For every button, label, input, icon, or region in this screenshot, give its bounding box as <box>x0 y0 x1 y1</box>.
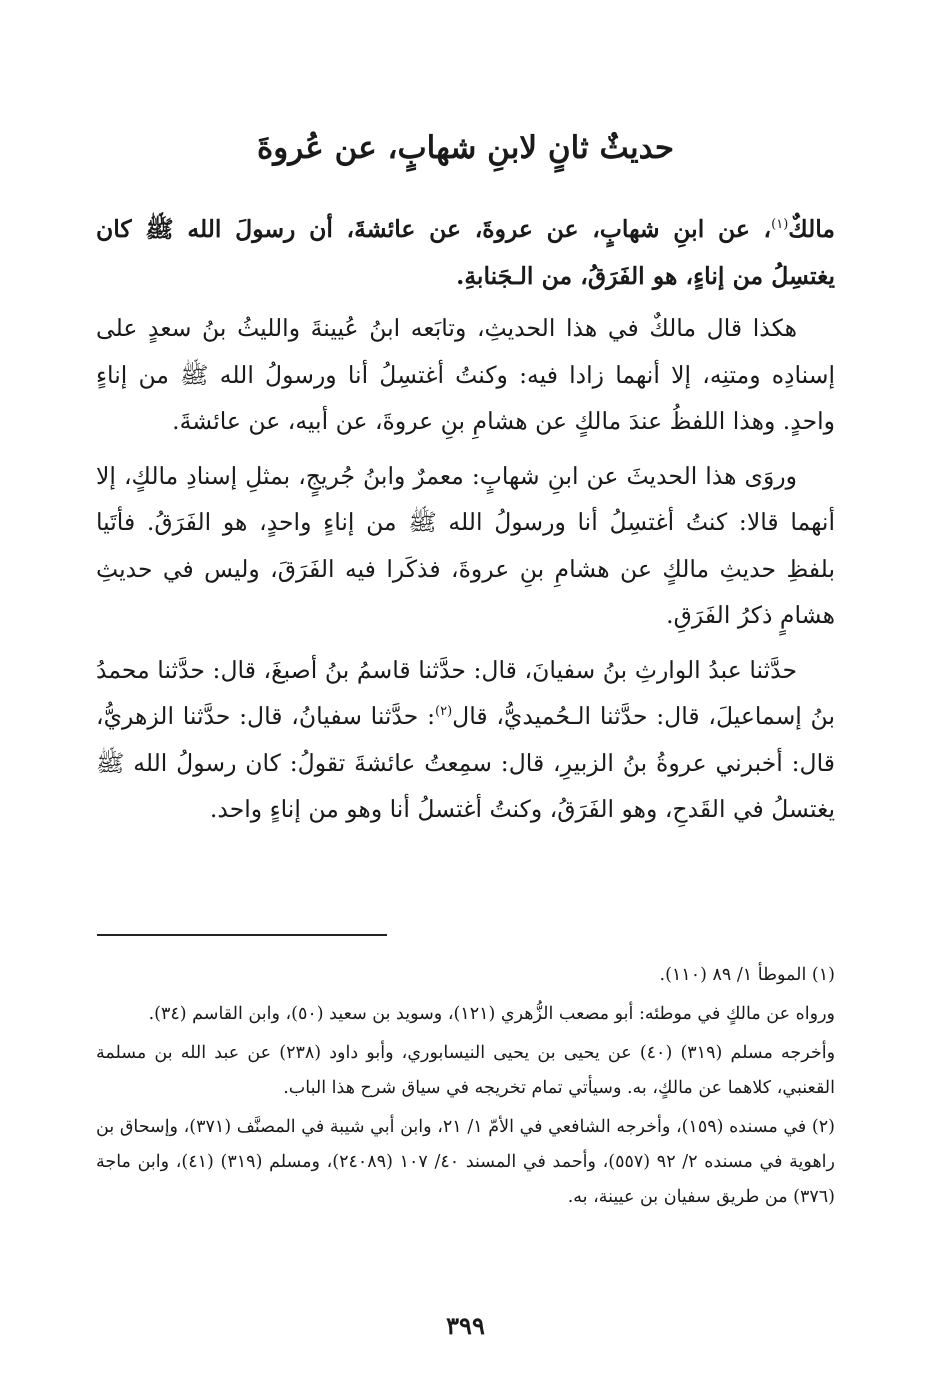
commentary-paragraph-2: وروَى هذا الحديثَ عن ابنِ شهابٍ: معمرٌ وابنُ جُريجٍ، بمثلِ إسنادِ مالكٍ، إلا أنهما قالا: كنتُ أغتسِلُ أنا ورسولُ الله ﷺ من إناءٍ واحدٍ، هو الفَرَقُ. فأتَيا بلفظِ حديثِ مالكٍ عن هشامِ بنِ عروةَ، فذكَرا فيه الفَرَقَ، وليس في حديثِ هشامٍ ذكرُ الفَرَقِ. <box>96 461 835 629</box>
footnote-divider <box>97 934 387 936</box>
isnad-after-ref: : حدَّثنا سفيانُ، قال: حدَّثنا الزهريُّ، قال: أخبرني عروةُ بنُ الزبيرِ، قال: سمِعتُ عائشةَ تقولُ: كان رسولُ الله ﷺ يغتسلُ في القَدحِ، وهو الفَرَقُ، وكنتُ أغتسلُ أنا وهو من إناءٍ واحد. <box>96 702 835 823</box>
page-heading: حديثٌ ثانٍ لابنِ شهابٍ، عن عُروةَ <box>256 130 675 166</box>
footnote-1-narrations: ورواه عن مالكٍ في موطئه: أبو مصعب الزُّهري (١٢١)، وسويد بن سعيد (٥٠)، وابن القاسم (٣٤). <box>148 1004 835 1024</box>
footnote-1-takhrij: وأخرجه مسلم (٣١٩) (٤٠) عن يحيى بن يحيى النيسابوري، وأبو داود (٢٣٨) عن عبد الله بن مسلمة القعنبي، كلاهما عن مالكٍ، به. وسيأتي تمام تخريجه في سياق شرح هذا الباب. <box>96 1043 836 1098</box>
isnad-before-ref: حدَّثنا عبدُ الوارثِ بنُ سفيانَ، قال: حدَّثنا قاسمُ بنُ أصبغَ، قال: حدَّثنا محمدُ بنُ إسماعيلَ، قال: حدَّثنا الـحُميديُّ، قال <box>96 655 835 730</box>
footnote-ref-2[interactable]: (٢) <box>435 704 453 720</box>
footnote-ref-1[interactable]: (١) <box>771 217 789 233</box>
footnote-1: (١) الموطأ ١/ ٨٩ (١١٠). <box>659 965 835 985</box>
commentary-paragraph-1: هكذا قال مالكٌ في هذا الحديثِ، وتابَعه ابنُ عُيينةَ والليثُ بنُ سعدٍ على إسنادِه ومتنِه، إلا أنهما زادا فيه: وكنتُ أغتسِلُ أنا ورسولُ الله ﷺ من إناءٍ واحدٍ. وهذا اللفظُ عندَ مالكٍ عن هشامِ بنِ عروةَ، عن أبيه، عن عائشةَ. <box>96 314 835 435</box>
page-number: ٣٩٩ <box>446 1311 485 1340</box>
footnote-2: (٢) في مسنده (١٥٩)، وأخرجه الشافعي في الأمّ ١/ ٢١، وابن أبي شيبة في المصنَّف (٣٧١)، وإسحاق بن راهوية في مسنده ٢/ ٩٢ (٥٥٧)، وأحمد في المسند ٤٠/ ١٠٧ (٢٤٠٨٩)، ومسلم (٣١٩) (٤١)، وابن ماجة (٣٧٦) من طريق سفيان بن عيينة، به. <box>96 1117 835 1207</box>
hadith-body: ، عن ابنِ شهابٍ، عن عروةَ، عن عائشةَ، أن رسولَ الله ﷺ كان يغتسِلُ من إناءٍ، هو الفَرَقُ، من الـجَنابةِ. <box>96 215 835 290</box>
hadith-narrator: مالكٌ <box>788 215 835 243</box>
footnotes-section <box>96 958 835 1219</box>
hadith-text <box>96 206 835 299</box>
isnad-paragraph <box>96 647 835 833</box>
